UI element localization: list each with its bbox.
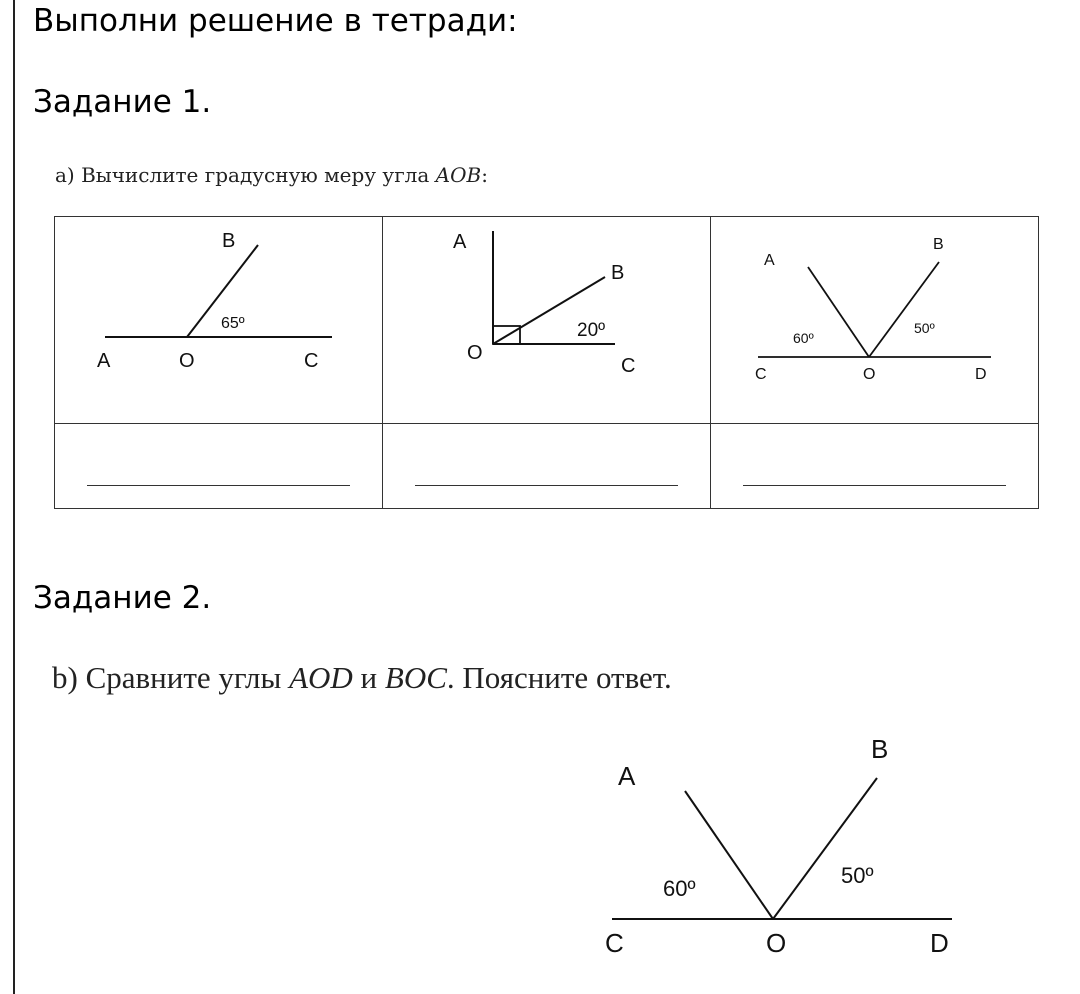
label-o: O xyxy=(467,342,483,364)
figure-cell-2 xyxy=(383,217,711,424)
label-c: C xyxy=(304,350,319,372)
label-c: C xyxy=(621,355,636,377)
label-b: B xyxy=(933,236,944,253)
answer-cell-1 xyxy=(55,424,383,509)
answer-cell-2 xyxy=(383,424,711,509)
ray-ob xyxy=(869,262,939,357)
page-title: Выполни решение в тетради: xyxy=(33,3,518,39)
task2-prompt-and: и xyxy=(352,660,385,695)
answer-cell-3 xyxy=(711,424,1039,509)
label-a: A xyxy=(97,350,111,372)
task1-prompt-text: а) Вычислите градуcную меру угла xyxy=(55,163,436,187)
figures-row xyxy=(55,217,1039,424)
task2-angle-boc: BOC xyxy=(384,660,447,695)
task2-heading: Задание 2. xyxy=(33,580,212,616)
task1-prompt xyxy=(55,163,488,187)
answer-blank-1 xyxy=(87,485,350,486)
answer-blank-2 xyxy=(415,485,678,486)
angle-label: 65º xyxy=(221,315,245,332)
task2-prompt-suffix: . Поясните ответ. xyxy=(446,660,672,695)
angle-figure-3 xyxy=(711,217,1038,423)
label-b: B xyxy=(222,230,236,252)
ray-oa xyxy=(808,267,869,357)
label-o: O xyxy=(766,928,787,958)
angle-figure-2 xyxy=(383,217,710,423)
angle-right-label: 50º xyxy=(914,320,935,336)
label-d: D xyxy=(975,366,987,383)
task2-angle-figure xyxy=(595,730,975,970)
answer-blank-3 xyxy=(743,485,1006,486)
label-a: A xyxy=(618,761,636,791)
label-c: C xyxy=(755,366,767,383)
angle-label: 20º xyxy=(577,320,606,341)
task1-heading: Задание 1. xyxy=(33,84,212,120)
label-a: A xyxy=(453,231,467,253)
figure-cell-1 xyxy=(55,217,383,424)
angle-left-label: 60º xyxy=(793,330,814,346)
answers-row xyxy=(55,424,1039,509)
label-o: O xyxy=(179,350,195,372)
task2-angle-aod: AOD xyxy=(289,660,353,695)
task1-prompt-angle: AOB xyxy=(435,163,482,187)
label-d: D xyxy=(930,928,949,958)
ray-ob xyxy=(773,778,877,919)
label-a: A xyxy=(764,252,775,269)
label-o: O xyxy=(863,366,876,383)
task1-table xyxy=(54,216,1039,509)
figure-cell-3 xyxy=(711,217,1039,424)
label-c: C xyxy=(605,928,624,958)
task2-prompt-text: b) Сравните углы xyxy=(52,660,290,695)
page-left-border xyxy=(13,0,15,994)
ray-oa xyxy=(685,791,773,919)
angle-figure-1 xyxy=(55,217,382,423)
task2-prompt xyxy=(52,660,672,696)
task1-prompt-suffix: : xyxy=(481,163,488,187)
label-b: B xyxy=(611,262,625,284)
angle-left-label: 60º xyxy=(663,876,696,901)
angle-right-label: 50º xyxy=(841,863,874,888)
label-b: B xyxy=(871,734,889,764)
